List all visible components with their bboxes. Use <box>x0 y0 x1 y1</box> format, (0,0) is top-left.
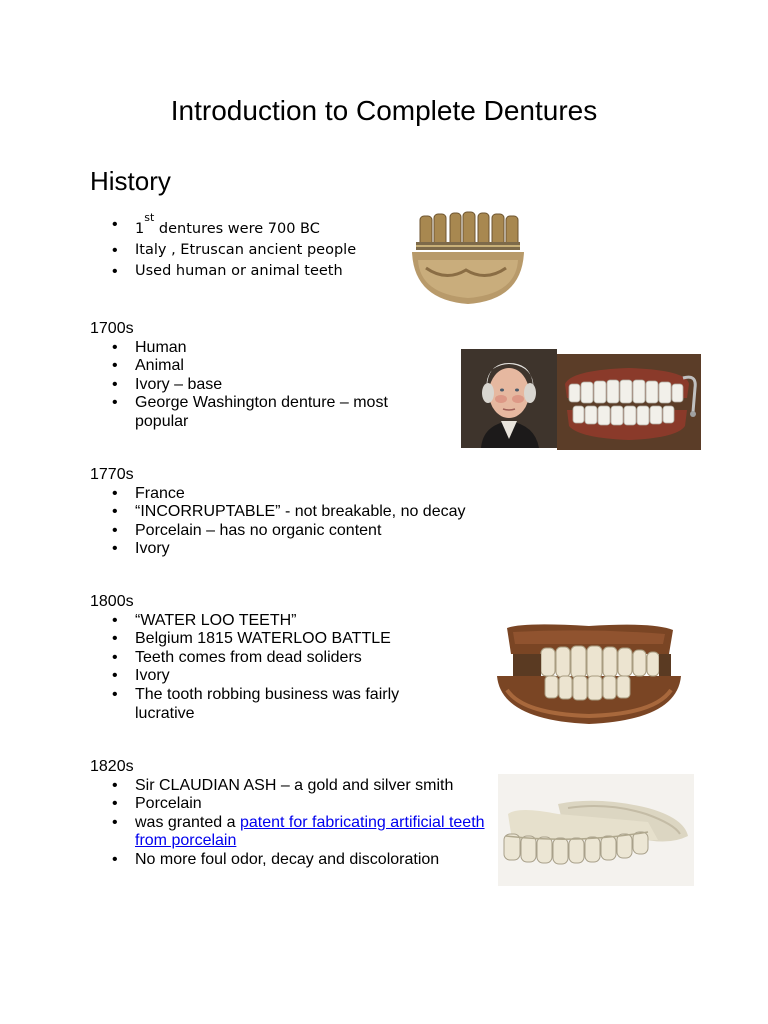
list-1800s <box>90 612 450 724</box>
section-label: 1820s <box>90 758 134 775</box>
list-item: • Belgium 1815 WATERLOO BATTLE <box>90 630 450 649</box>
list-item: • “WATER LOO TEETH” <box>90 612 450 631</box>
list-item: • France <box>90 485 530 504</box>
list-item: • No more foul odor, decay and discoloration <box>90 851 495 870</box>
list-1820s <box>90 777 495 870</box>
list-item: • Porcelain <box>90 795 495 814</box>
section-label: 1800s <box>90 593 134 610</box>
list-item: • Ivory <box>90 667 450 686</box>
list-item: • Ivory <box>90 540 530 559</box>
etruscan-denture-photo <box>406 208 530 310</box>
section-heading-history: History <box>90 166 171 196</box>
list-item: • Sir CLAUDIAN ASH – a gold and silver smith <box>90 777 495 796</box>
section-label: 1700s <box>90 320 134 337</box>
list-item: • Italy , Etruscan ancient people <box>90 240 410 261</box>
section-1770s <box>90 466 530 559</box>
porcelain-denture-photo <box>498 774 694 886</box>
list-item: • Ivory – base <box>90 376 430 395</box>
list-1700s <box>90 339 430 432</box>
section-1800s <box>90 593 450 723</box>
page-title: Introduction to Complete Dentures <box>170 95 598 126</box>
list-item: • Human <box>90 339 430 358</box>
list-item: • “INCORRUPTABLE” - not breakable, no decay <box>90 503 530 522</box>
section-ancient <box>90 211 410 282</box>
list-item: • Porcelain – has no organic content <box>90 522 530 541</box>
section-1700s <box>90 320 430 432</box>
list-item: • was granted a patent for fabricating artificial teeth from porcelain <box>90 814 485 851</box>
waterloo-teeth-photo <box>493 620 685 730</box>
list-item: • Animal <box>90 357 430 376</box>
patent-link[interactable]: patent for fabricating artificial teeth from porcelain <box>135 813 485 850</box>
list-item: • The tooth robbing business was fairly lucrative <box>90 686 435 723</box>
george-washington-portrait <box>461 349 557 448</box>
section-label: 1770s <box>90 466 134 483</box>
list-item: • Used human or animal teeth <box>90 261 410 282</box>
list-item: • Teeth comes from dead soliders <box>90 649 450 668</box>
ancient-list <box>90 211 410 282</box>
washington-denture-photo <box>557 354 701 450</box>
section-1820s <box>90 758 495 870</box>
list-item: • 1st dentures were 700 BC <box>90 214 410 240</box>
list-item: • George Washington denture – most popular <box>90 394 415 431</box>
list-1770s <box>90 485 530 559</box>
